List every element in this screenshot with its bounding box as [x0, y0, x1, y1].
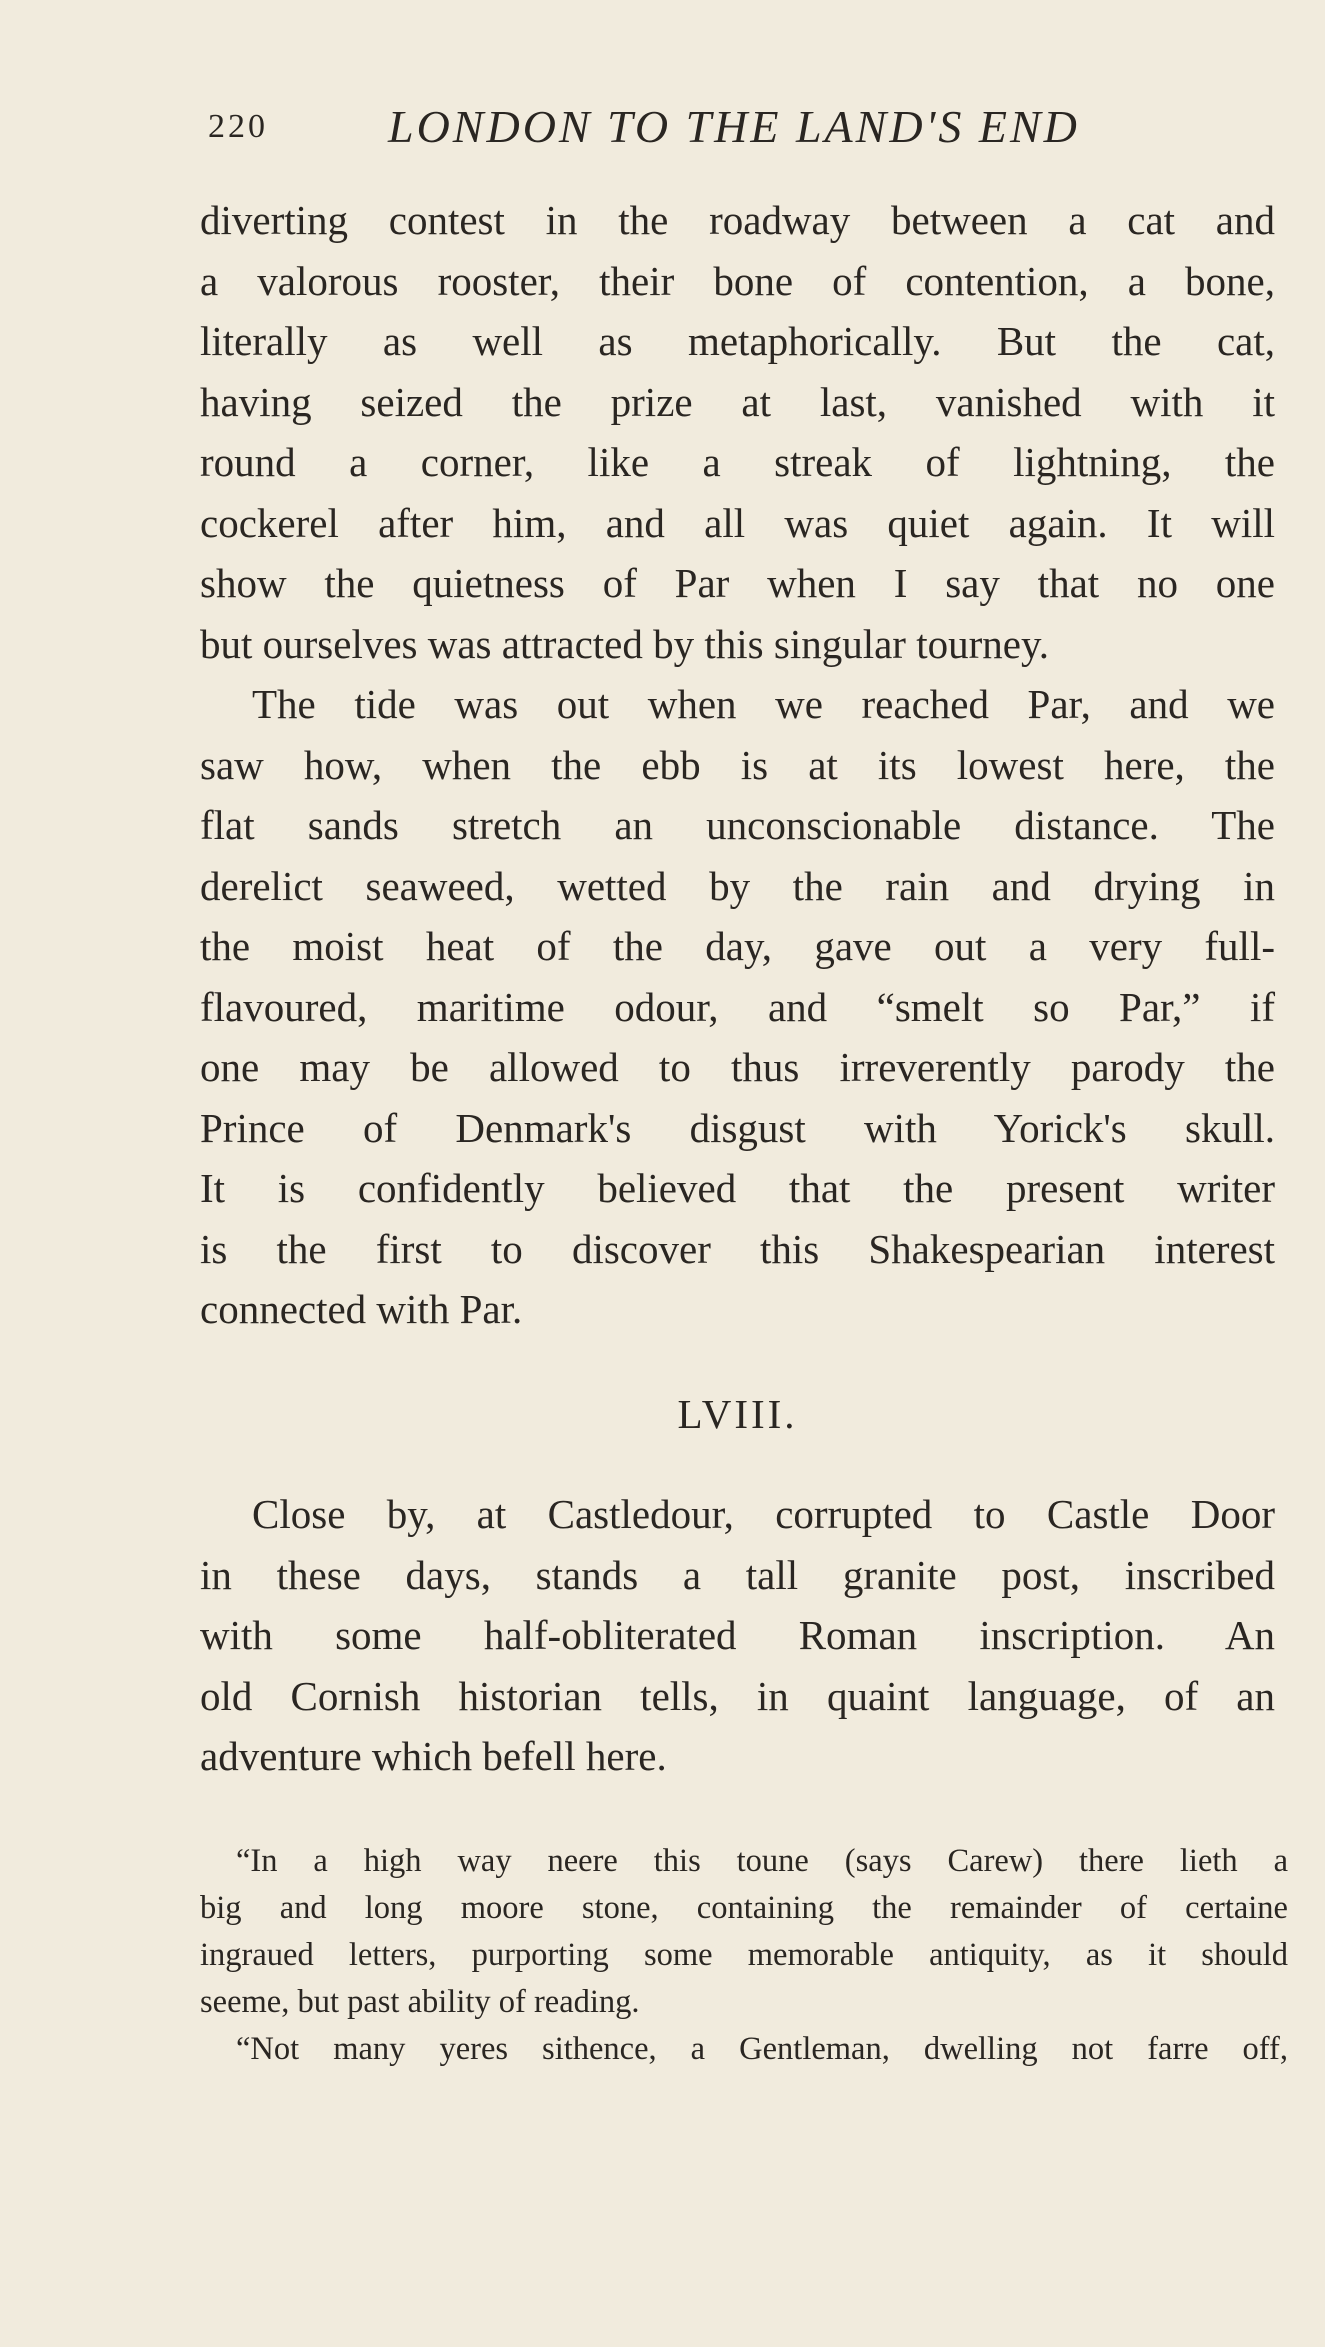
text-line: saw how, when the ebb is at its lowest here, the	[200, 741, 1275, 788]
text-line: Prince of Denmark's disgust with Yorick's skull.	[200, 1104, 1275, 1151]
quote-line: seeme, but past ability of reading.	[200, 1984, 640, 2020]
paragraph-continued	[200, 190, 1275, 674]
quote-paragraph	[200, 1838, 1288, 2026]
block-quote	[200, 1838, 1288, 2073]
text-line: adventure which befell here.	[200, 1733, 667, 1779]
text-line: diverting contest in the roadway between a cat and	[200, 197, 1275, 243]
text-line: having seized the prize at last, vanished with it	[200, 378, 1275, 425]
text-line: but ourselves was attracted by this singular tourney.	[200, 620, 1050, 667]
text-line: the moist heat of the day, gave out a very full-	[200, 923, 1275, 969]
quote-line: “Not many yeres sithence, a Gentleman, dwelling not farre off,	[236, 2031, 1288, 2067]
body-text	[200, 190, 1275, 1340]
text-line: in these days, stands a tall granite post, inscribed	[200, 1551, 1275, 1598]
text-line: is the first to discover this Shakespearian interest	[200, 1225, 1275, 1272]
section-paragraph	[200, 1484, 1275, 1787]
quote-line: “In a high way neere this toune (says Carew) there lieth a	[236, 1843, 1288, 1879]
quote-line: ingraued letters, purporting some memorable antiquity, as it should	[200, 1937, 1288, 1973]
text-line: derelict seaweed, wetted by the rain and drying in	[200, 862, 1275, 909]
text-line: connected with Par.	[200, 1286, 523, 1332]
text-line: show the quietness of Par when I say that no one	[200, 560, 1275, 606]
text-line: a valorous rooster, their bone of contention, a bone,	[200, 257, 1275, 304]
text-line: flavoured, maritime odour, and “smelt so Par,” if	[200, 983, 1275, 1030]
text-line: The tide was out when we reached Par, and we	[252, 681, 1275, 727]
paragraph-tide	[200, 674, 1275, 1340]
text-line: literally as well as metaphorically. But the cat,	[200, 318, 1275, 364]
text-line: It is confidently believed that the present writer	[200, 1165, 1275, 1211]
page-header	[200, 100, 1160, 160]
text-line: old Cornish historian tells, in quaint language, of an	[200, 1672, 1275, 1719]
text-line: with some half-obliterated Roman inscription. An	[200, 1612, 1275, 1658]
text-line: cockerel after him, and all was quiet again. It will	[200, 499, 1275, 546]
text-line: one may be allowed to thus irreverently parody the	[200, 1044, 1275, 1090]
quote-paragraph	[200, 2026, 1288, 2073]
page-number: 220	[208, 108, 268, 145]
quote-line: big and long moore stone, containing the remainder of certaine	[200, 1890, 1288, 1926]
running-title: LONDON TO THE LAND'S END	[388, 101, 1080, 152]
text-line: flat sands stretch an unconscionable distance. The	[200, 802, 1275, 848]
text-line: Close by, at Castledour, corrupted to Castle Door	[252, 1491, 1275, 1537]
section-heading: LVIII.	[677, 1391, 798, 1437]
text-line: round a corner, like a streak of lightning, the	[200, 439, 1275, 485]
